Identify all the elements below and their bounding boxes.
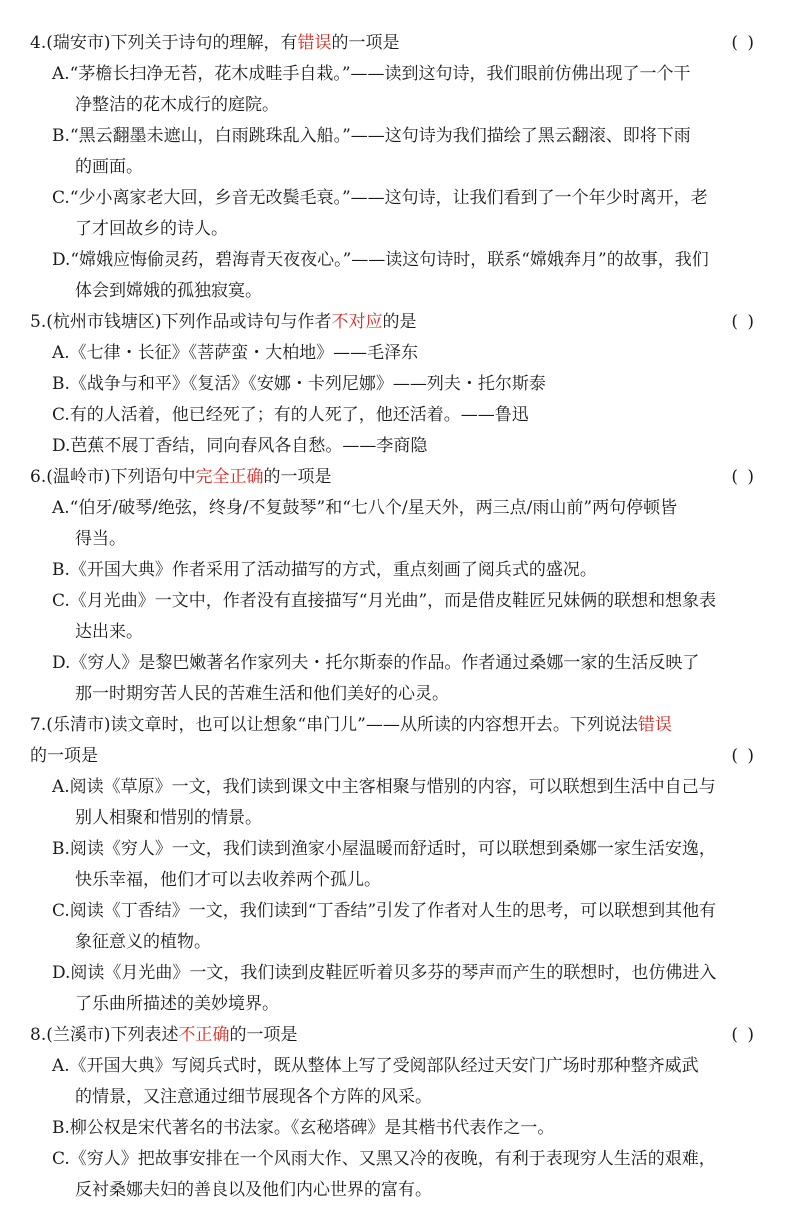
option-c	[30, 183, 760, 245]
option-text: A.《开国大典》写阅兵式时，既从整体上写了受阅部队经过天安门广场时那种整齐威武	[52, 1056, 699, 1076]
stem-highlight: 错误	[637, 715, 672, 735]
option-c	[30, 1144, 760, 1206]
option-c	[30, 896, 760, 958]
option-b	[30, 834, 760, 896]
stem-highlight: 错误	[297, 33, 332, 53]
stem-line-1	[30, 710, 760, 741]
stem-highlight: 完全正确	[195, 467, 264, 487]
stem-text-end: 的一项是	[30, 746, 98, 766]
option-text-cont: 体会到嫦娥的孤独寂寞。	[75, 281, 262, 301]
option-text-cont: 别人相聚和惜别的情景。	[75, 808, 262, 828]
option-text-cont: 快乐幸福，他们才可以去收养两个孤儿。	[75, 870, 381, 890]
option-text: C.“少小离家老大回，乡音无改鬓毛衰。”——这句诗，让我们看到了一个年少时离开，老	[52, 188, 708, 208]
question-7	[30, 710, 760, 1020]
option-text: C.《穷人》把故事安排在一个风雨大作、又黑又冷的夜晚，有利于表现穷人生活的艰难，	[52, 1149, 716, 1169]
exercise-page	[30, 28, 760, 1206]
question-4-stem	[30, 28, 760, 59]
option-c	[30, 586, 760, 648]
option-text: D.阅读《月光曲》一文，我们读到皮鞋匠听着贝多芬的琴声而产生的联想时，也仿佛进入	[52, 963, 717, 983]
option-text-cont: 了乐曲所描述的美妙境界。	[75, 994, 279, 1014]
option-text-cont: 净整洁的花木成行的庭院。	[75, 95, 279, 115]
stem-highlight: 不对应	[331, 312, 383, 332]
stem-highlight: 不正确	[178, 1025, 230, 1045]
option-text-cont: 象征意义的植物。	[75, 932, 211, 952]
answer-blank[interactable]: ( )	[731, 746, 756, 766]
option-text: B.阅读《穷人》一文，我们读到渔家小屋温暖而舒适时，可以联想到桑娜一家生活安逸，	[52, 839, 716, 859]
option-d	[30, 431, 760, 462]
option-a	[30, 338, 760, 369]
answer-blank[interactable]: ( )	[731, 312, 756, 332]
option-text: D.《穷人》是黎巴嫩著名作家列夫・托尔斯泰的作品。作者通过桑娜一家的生活反映了	[52, 653, 700, 673]
stem-text: 7.(乐清市)读文章时，也可以让想象“串门儿”——从所读的内容想开去。下列说法	[30, 715, 638, 735]
question-5-stem	[30, 307, 760, 338]
option-text: B.柳公权是宋代著名的书法家。《玄秘塔碑》是其楷书代表作之一。	[52, 1118, 555, 1138]
option-c	[30, 400, 760, 431]
question-8-stem	[30, 1020, 760, 1051]
stem-text-end: 的一项是	[263, 467, 332, 487]
option-b	[30, 555, 760, 586]
option-text: A.阅读《草原》一文，我们读到课文中主客相聚与惜别的内容，可以联想到生活中自己与	[52, 777, 716, 797]
option-text-cont: 了才回故乡的诗人。	[75, 219, 228, 239]
stem-text: 5.(杭州市钱塘区)下列作品或诗句与作者	[30, 312, 332, 332]
option-d	[30, 958, 760, 1020]
stem-text: 8.(兰溪市)下列表述	[30, 1025, 179, 1045]
answer-blank[interactable]: ( )	[731, 1025, 756, 1045]
option-b	[30, 121, 760, 183]
answer-blank[interactable]: ( )	[731, 467, 756, 487]
option-text: D.芭蕉不展丁香结，同向春风各自愁。——李商隐	[52, 436, 428, 456]
option-b	[30, 1113, 760, 1144]
option-text: C.《月光曲》一文中，作者没有直接描写“月光曲”，而是借皮鞋匠兄妹俩的联想和想象表	[52, 591, 717, 611]
option-text: B.《开国大典》作者采用了活动描写的方式，重点刻画了阅兵式的盛况。	[52, 560, 597, 580]
option-a	[30, 772, 760, 834]
question-4	[30, 28, 760, 307]
option-text-cont: 那一时期穷苦人民的苦难生活和他们美好的心灵。	[75, 684, 449, 704]
question-7-stem	[30, 710, 760, 772]
stem-line-2	[30, 741, 760, 772]
option-a	[30, 493, 760, 555]
stem-text: 4.(瑞安市)下列关于诗句的理解，有	[30, 33, 298, 53]
stem-text-end: 的是	[382, 312, 417, 332]
stem-text-end: 的一项是	[229, 1025, 298, 1045]
option-text-cont: 达出来。	[75, 622, 143, 642]
option-text: B.《战争与和平》《复活》《安娜・卡列尼娜》——列夫・托尔斯泰	[52, 374, 546, 394]
stem-text: 6.(温岭市)下列语句中	[30, 467, 196, 487]
option-text-cont: 得当。	[75, 529, 126, 549]
option-text: B.“黑云翻墨未遮山，白雨跳珠乱入船。”——这句诗为我们描绘了黑云翻滚、即将下雨	[52, 126, 691, 146]
option-d	[30, 245, 760, 307]
option-a	[30, 59, 760, 121]
option-a	[30, 1051, 760, 1113]
question-5	[30, 307, 760, 462]
answer-blank[interactable]: ( )	[731, 33, 756, 53]
option-text: C.有的人活着，他已经死了；有的人死了，他还活着。——鲁迅	[52, 405, 529, 425]
option-text: A.“茅檐长扫净无苔，花木成畦手自栽。”——读到这句诗，我们眼前仿佛出现了一个干	[52, 64, 691, 84]
option-text-cont: 的画面。	[75, 157, 143, 177]
option-text: A.《七律・长征》《菩萨蛮・大柏地》——毛泽东	[52, 343, 419, 363]
option-text: C.阅读《丁香结》一文，我们读到“丁香结”引发了作者对人生的思考，可以联想到其他有	[52, 901, 717, 921]
option-d	[30, 648, 760, 710]
option-text-cont: 的情景，又注意通过细节展现各个方阵的风采。	[75, 1087, 432, 1107]
option-text: D.“嫦娥应悔偷灵药，碧海青天夜夜心。”——读这句诗时，联系“嫦娥奔月”的故事，我们	[52, 250, 709, 270]
stem-text-end: 的一项是	[331, 33, 400, 53]
option-text-cont: 反衬桑娜夫妇的善良以及他们内心世界的富有。	[75, 1180, 432, 1200]
option-text: A.“伯牙/破琴/绝弦，终身/不复鼓琴”和“七八个/星天外，两三点/雨山前”两句停顿皆	[52, 498, 678, 518]
question-6	[30, 462, 760, 710]
question-8	[30, 1020, 760, 1206]
option-b	[30, 369, 760, 400]
question-6-stem	[30, 462, 760, 493]
